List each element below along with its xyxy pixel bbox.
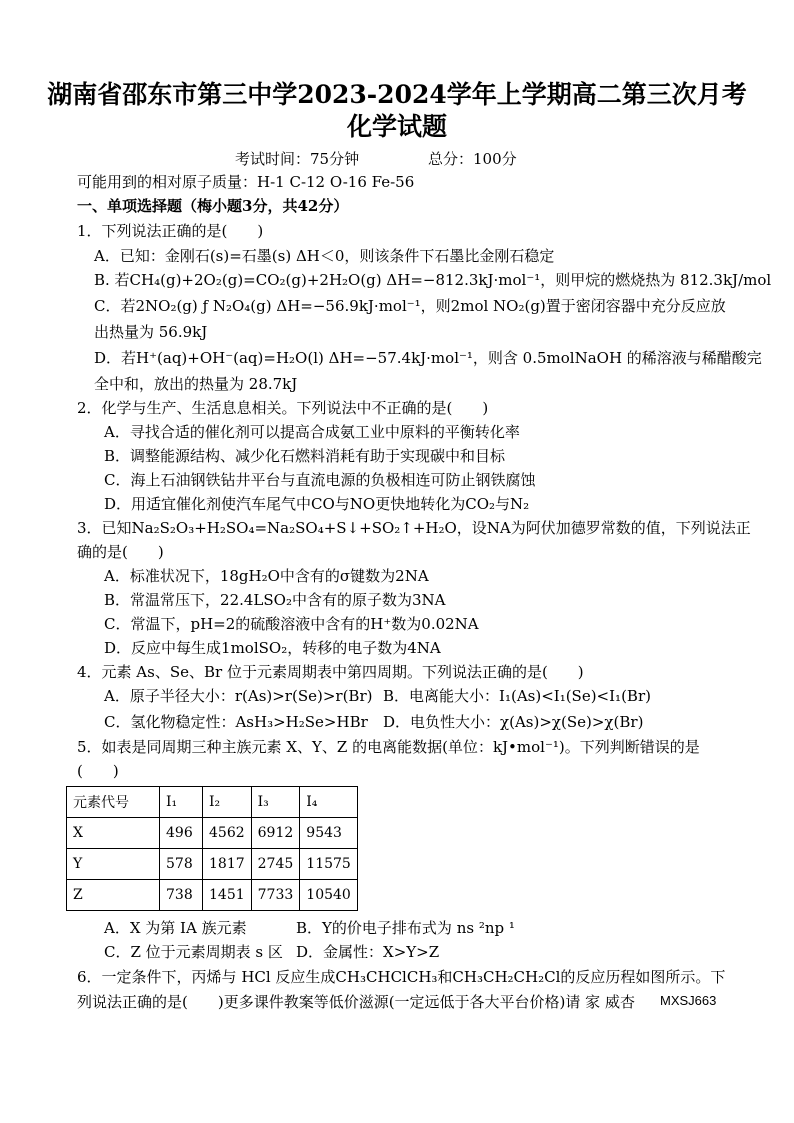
exam-title: 湖南省邵东市第三中学2023-2024学年上学期高二第三次月考 xyxy=(47,80,747,109)
question-2-option-c: C．海上石油钢铁钻井平台与直流电源的负极相连可防止钢铁腐蚀 xyxy=(104,471,536,489)
question-5-option-d: D．金属性：X>Y>Z xyxy=(296,943,440,961)
table-header-cell: I₃ xyxy=(251,787,300,818)
question-3-option-d: D．反应中每生成1molSO₂，转移的电子数为4NA xyxy=(104,639,441,657)
table-cell: X xyxy=(67,818,160,849)
table-cell: 1451 xyxy=(203,880,252,911)
question-1-option-c-cont: 出热量为 56.9kJ xyxy=(94,323,208,341)
question-5-option-c: C．Z 位于元素周期表 s 区 xyxy=(104,943,283,961)
question-2-option-d: D．用适宜催化剂使汽车尾气中CO与NO更快地转化为CO₂与N₂ xyxy=(104,495,530,513)
table-cell: 10540 xyxy=(300,880,358,911)
question-2-option-b: B．调整能源结构、减少化石燃料消耗有助于实现碳中和目标 xyxy=(104,447,506,465)
table-cell: 11575 xyxy=(300,849,358,880)
table-header-cell: 元素代号 xyxy=(67,787,160,818)
table-cell: 738 xyxy=(160,880,203,911)
question-3-stem: 3．已知Na₂S₂O₃+H₂SO₄=Na₂SO₄+S↓+SO₂↑+H₂O，设NA为阿伏加德罗常数的值，下列说法正 xyxy=(77,519,751,537)
table-cell: 496 xyxy=(160,818,203,849)
table-cell: 1817 xyxy=(203,849,252,880)
question-4-option-b: B．电离能大小：I₁(As)<I₁(Se)<I₁(Br) xyxy=(383,687,651,705)
question-5-option-a: A．X 为第 IA 族元素 xyxy=(104,919,247,937)
question-4-option-c: C．氢化物稳定性：AsH₃>H₂Se>HBr xyxy=(104,713,368,731)
question-1-option-d-cont: 全中和，放出的热量为 28.7kJ xyxy=(94,375,298,393)
exam-time: 考试时间：75分钟 xyxy=(235,150,360,168)
table-row xyxy=(67,849,358,880)
table-cell: 4562 xyxy=(203,818,252,849)
question-1-option-c: C．若2NO₂(g) ƒ N₂O₄(g) ΔH=−56.9kJ·mol⁻¹，则2mol NO₂(g)置于密闭容器中充分反应放 xyxy=(94,297,726,315)
table-cell: Z xyxy=(67,880,160,911)
table-header-cell: I₁ xyxy=(160,787,203,818)
question-1-option-a: A．已知：金刚石(s)=石墨(s) ΔH＜0，则该条件下石墨比金刚石稳定 xyxy=(94,247,555,265)
question-5-option-b: B．Y的价电子排布式为 ns ²np ¹ xyxy=(296,919,515,937)
question-4-option-a: A．原子半径大小：r(As)>r(Se)>r(Br) xyxy=(104,687,373,705)
table-cell: 9543 xyxy=(300,818,358,849)
watermark-code: MXSJ663 xyxy=(660,993,717,1008)
question-2-stem: 2．化学与生产、生活息息相关。下列说法中不正确的是( ) xyxy=(77,399,489,417)
table-header-cell: I₂ xyxy=(203,787,252,818)
section-heading: 一、单项选择题（梅小题3分，共42分） xyxy=(77,197,349,215)
question-1-option-d: D．若H⁺(aq)+OH⁻(aq)=H₂O(l) ΔH=−57.4kJ·mol⁻¹，则含 0.5molNaOH 的稀溶液与稀醋酸完 xyxy=(94,349,762,367)
question-2-option-a: A．寻找合适的催化剂可以提高合成氨工业中原料的平衡转化率 xyxy=(104,423,520,441)
table-cell: 2745 xyxy=(251,849,300,880)
table-cell: 7733 xyxy=(251,880,300,911)
exam-score: 总分：100分 xyxy=(428,150,517,168)
table-row xyxy=(67,880,358,911)
table-cell: 6912 xyxy=(251,818,300,849)
table-header-cell: I₄ xyxy=(300,787,358,818)
question-4-stem: 4．元素 As、Se、Br 位于元素周期表中第四周期。下列说法正确的是( ) xyxy=(77,663,584,681)
question-3-option-b: B．常温常压下，22.4LSO₂中含有的原子数为3NA xyxy=(104,591,446,609)
question-6-stem: 6．一定条件下，丙烯与 HCl 反应生成CH₃CHClCH₃和CH₃CH₂CH₂Cl的反应历程如图所示。下 xyxy=(77,968,726,986)
atomic-masses: 可能用到的相对原子质量：H-1 C-12 O-16 Fe-56 xyxy=(77,173,415,191)
question-5-stem-cont: ( ) xyxy=(77,762,119,780)
table-row xyxy=(67,818,358,849)
table-cell: Y xyxy=(67,849,160,880)
table-cell: 578 xyxy=(160,849,203,880)
question-1-stem: 1．下列说法正确的是( ) xyxy=(77,222,264,240)
ionization-energy-table xyxy=(66,786,358,911)
question-5-stem: 5．如表是同周期三种主族元素 X、Y、Z 的电离能数据(单位：kJ•mol⁻¹)。下列判断错误的是 xyxy=(77,738,700,756)
question-3-stem-cont: 确的是( ) xyxy=(77,543,164,561)
question-3-option-c: C．常温下，pH=2的硫酸溶液中含有的H⁺数为0.02NA xyxy=(104,615,479,633)
question-1-option-b: B. 若CH₄(g)+2O₂(g)=CO₂(g)+2H₂O(g) ΔH=−812.3kJ·mol⁻¹，则甲烷的燃烧热为 812.3kJ/mol xyxy=(94,271,772,289)
question-3-option-a: A．标准状况下，18gH₂O中含有的σ键数为2NA xyxy=(104,567,429,585)
question-6-stem-cont: 列说法正确的是( )更多课件教案等低价滋源(一定远低于各大平台价格)请 家 威杏 xyxy=(77,993,635,1011)
table-header-row xyxy=(67,787,358,818)
exam-subject: 化学试题 xyxy=(346,112,447,141)
question-4-option-d: D．电负性大小：χ(As)>χ(Se)>χ(Br) xyxy=(383,713,644,731)
